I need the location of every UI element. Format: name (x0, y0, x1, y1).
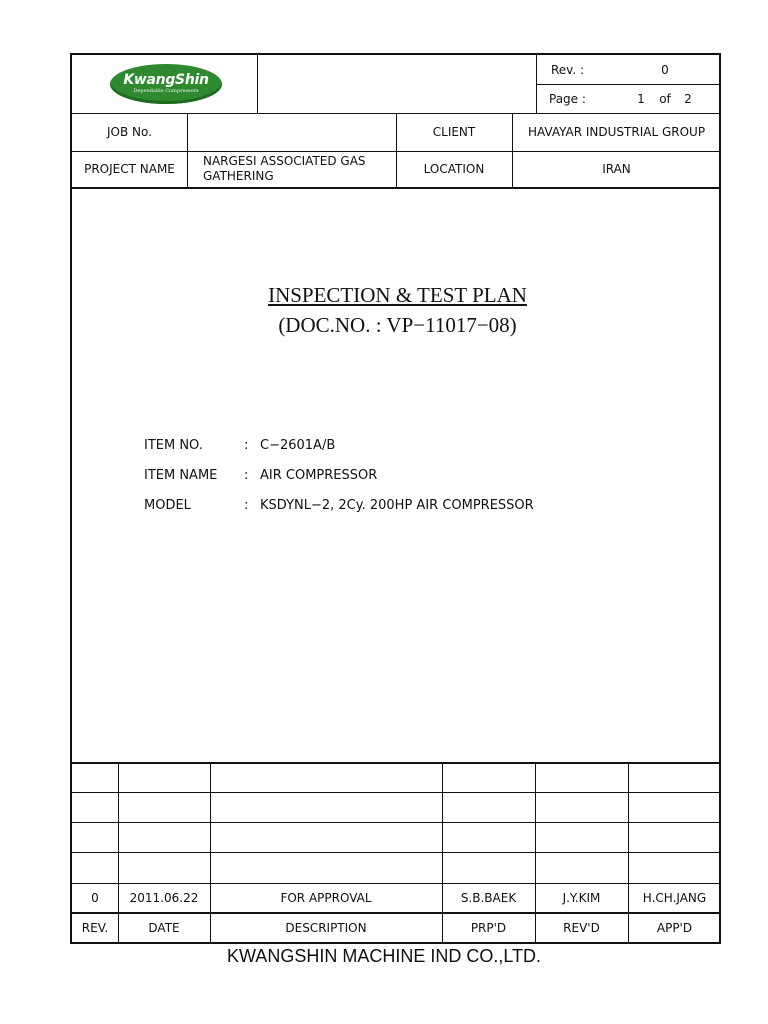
item-no-label: ITEM NO. (144, 438, 203, 453)
location-label: LOCATION (423, 162, 485, 176)
document-number: (DOC.NO. : VP−11017−08) (278, 313, 517, 337)
client-value: HAVAYAR INDUSTRIAL GROUP (527, 125, 706, 139)
table-header-prpd: PRP'D (470, 921, 507, 935)
client-label: CLIENT (432, 125, 476, 139)
table-row-line (72, 792, 721, 793)
model-separator: : (244, 498, 249, 513)
item-name-value: AIR COMPRESSOR (260, 468, 378, 483)
project-name-value (187, 151, 396, 187)
project-name-line2: GATHERING (203, 169, 274, 183)
table-cell-date: 2011.06.22 (129, 890, 199, 905)
table-top-border (72, 762, 721, 764)
page-label: Page : (549, 91, 586, 106)
item-no-separator: : (244, 438, 249, 453)
table-header-description: DESCRIPTION (285, 921, 367, 935)
table-row-line (72, 852, 721, 853)
job-no-value (187, 113, 396, 151)
rev-value: 0 (661, 62, 669, 77)
document-sheet (70, 53, 721, 944)
logo-brand: KwangShin (123, 72, 209, 88)
item-name-separator: : (244, 468, 249, 483)
logo-oval (110, 64, 222, 104)
table-header-rev: REV. (81, 921, 109, 935)
project-name-line1: NARGESI ASSOCIATED GAS (203, 154, 366, 168)
table-cell-rev: 0 (91, 890, 99, 905)
location-value: IRAN (602, 162, 631, 176)
table-header-date: DATE (148, 921, 180, 935)
table-row-line (72, 822, 721, 823)
job-no-label: JOB No. (107, 125, 152, 139)
table-header-appd: APP'D (656, 921, 693, 935)
table-header-revd: REV'D (563, 921, 600, 935)
document-title (72, 283, 723, 308)
rev-label: Rev. : (551, 62, 585, 77)
kwangshin-logo (110, 64, 222, 104)
table-cell-appd: H.CH.JANG (642, 890, 707, 905)
item-name-label: ITEM NAME (144, 468, 218, 483)
logo-tagline: Dependable Compressors (133, 88, 199, 94)
project-name-label: PROJECT NAME (84, 162, 175, 176)
item-no-value: C−2601A/B (260, 438, 336, 453)
page-total: 2 (684, 91, 692, 106)
table-cell-revd: J.Y.KIM (562, 890, 601, 905)
row-divider (72, 187, 721, 189)
page-current: 1 (637, 91, 645, 106)
model-value: KSDYNL−2, 2Cy. 200HP AIR COMPRESSOR (260, 498, 534, 513)
company-footer: KWANGSHIN MACHINE IND CO.,LTD. (226, 946, 541, 966)
header-divider (257, 55, 258, 113)
table-cell-prpd: S.B.BAEK (460, 890, 517, 905)
document-title-text: INSPECTION & TEST PLAN (268, 283, 527, 307)
model-label: MODEL (144, 498, 191, 513)
page-of: of (659, 91, 671, 106)
table-cell-description: FOR APPROVAL (280, 890, 372, 905)
